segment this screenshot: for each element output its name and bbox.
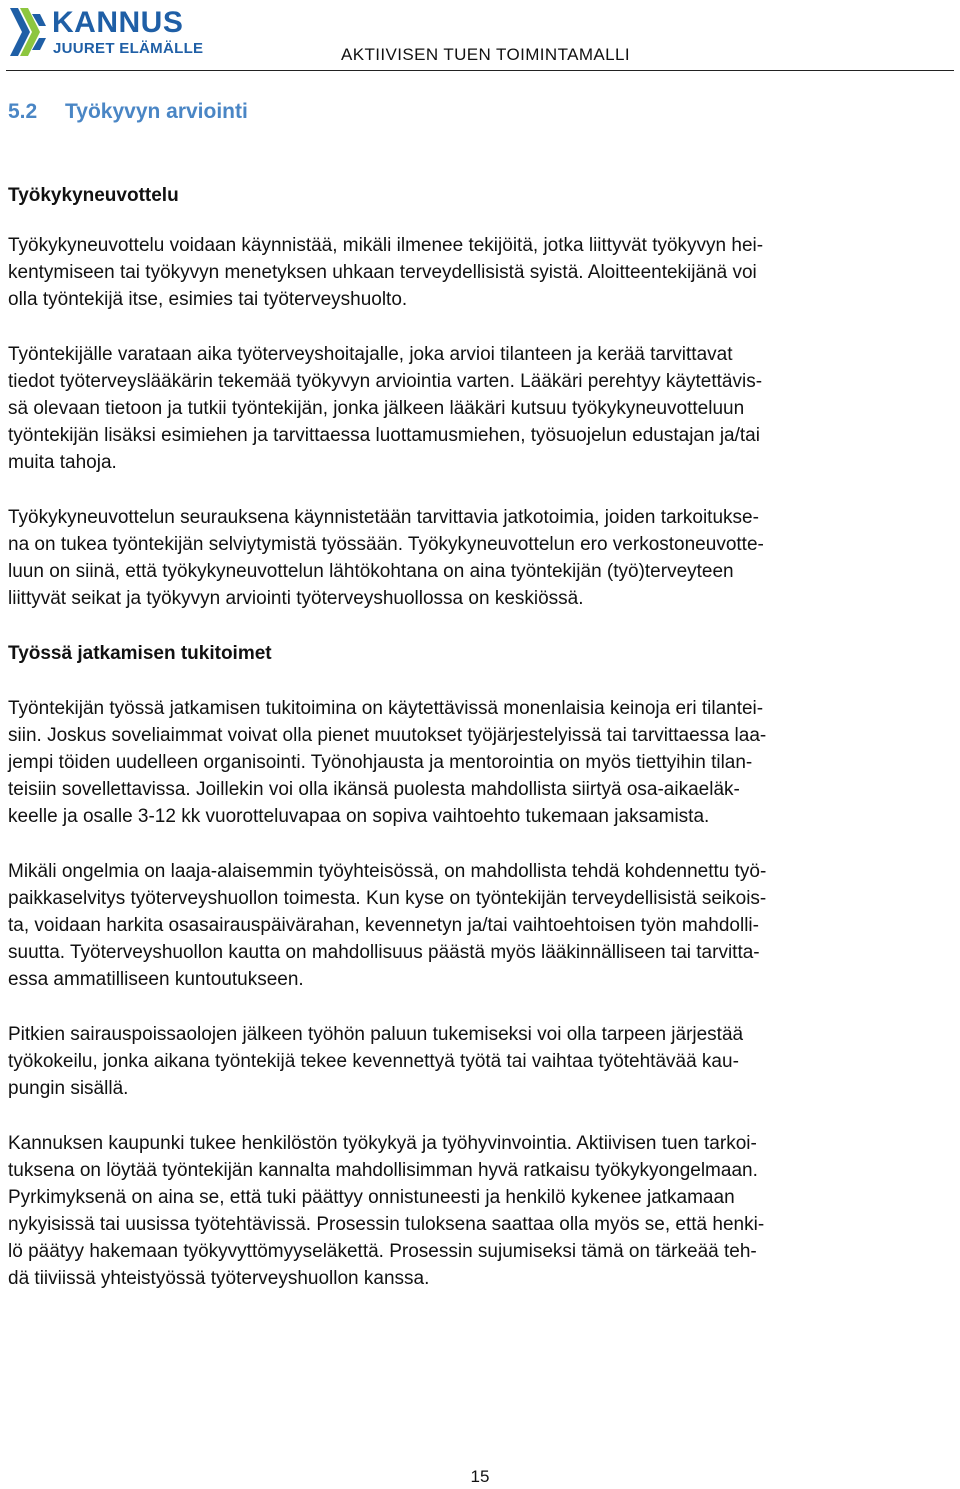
text-line: dä tiiviissä yhteistyössä työterveyshuollon kanssa. [8,1268,430,1289]
paragraph [8,695,952,830]
text-line: tuksena on löytää työntekijän kannalta mahdollisimman hyvä ratkaisu työkykyongelmaan. [8,1160,758,1181]
text-line: Pitkien sairauspoissaolojen jälkeen työhön paluun tukemiseksi voi olla tarpeen järjestää [8,1024,744,1045]
text-line: keelle ja osalle 3-12 kk vuorotteluvapaa on sopiva vaihtoehto tukemaan jaksamista. [8,806,710,827]
text-line: siin. Joskus soveliaimmat voivat olla pienet muutokset työjärjestelyissä tai tarvittaessa laa- [8,725,767,746]
text-line: jempi töiden uudelleen organisointi. Työnohjausta ja mentorointia on myös tiettyihin tilan- [8,752,753,773]
section-title: Työkyvyn arviointi [65,100,248,123]
text-line: työntekijän lisäksi esimiehen ja tarvittaessa luottamusmiehen, työsuojelun edustajan ja/tai [8,425,760,446]
text-line: pungin sisällä. [8,1078,129,1099]
text-line: kentymiseen tai työkyvyn menetyksen uhkaan terveydellisistä syistä. Aloitteentekijänä voi [8,262,757,283]
text-line: Kannuksen kaupunki tukee henkilöstön työkykyä ja työhyvinvointia. Aktiivisen tuen tarkoi- [8,1133,757,1154]
text-line: paikkaselvitys työterveyshuollon toimesta. Kun kyse on työntekijän terveydellisistä seikois- [8,888,767,909]
document-title: AKTIIVISEN TUEN TOIMINTAMALLI [340,45,630,64]
paragraph [8,232,952,313]
text-line: tiedot työterveyslääkärin tekemää työkyvyn arviointia varten. Lääkäri perehtyy käytettävis- [8,371,763,392]
paragraph [8,504,952,612]
text-line: suutta. Työterveyshuollon kautta on mahdollisuus päästä myös lääkinnälliseen tai tarvitta- [8,942,760,963]
text-line: ta, voidaan harkita osasairauspäivärahan, kevennetyn ja/tai vaihtoehtoisen työn mahdolli- [8,915,759,936]
logo-tagline: JUURET ELÄMÄLLE [53,40,204,57]
text-line: Työkykyneuvottelun seurauksena käynnistetään tarvittavia jatkotoimia, joiden tarkoitukse- [8,507,759,528]
paragraph [8,341,952,476]
text-line: Pyrkimyksenä on aina se, että tuki päättyy onnistuneesti ja henkilö kykenee jatkamaan [8,1187,735,1208]
subsection-heading: Työkykyneuvottelu [8,185,179,206]
text-line: olla työntekijä itse, esimies tai työterveyshuolto. [8,289,408,310]
text-line: Työkykyneuvottelu voidaan käynnistää, mikäli ilmenee tekijöitä, jotka liittyvät työkyvyn hei- [8,235,764,256]
text-line: Työntekijälle varataan aika työterveyshoitajalle, joka arvioi tilanteen ja kerää tarvittavat [8,344,733,365]
text-line: työkokeilu, jonka aikana työntekijä tekee kevennettyä työtä tai vaihtaa työtehtävää kau- [8,1051,739,1072]
logo-name: KANNUS [52,6,184,39]
subsection-heading: Työssä jatkamisen tukitoimet [8,643,272,664]
page-number: 15 [470,1467,490,1486]
text-line: teisiin sovellettavissa. Joillekin voi olla ikänsä puolesta mahdollista siirtyä osa-aikaeläk- [8,779,740,800]
text-line: liittyvät seikat ja työkyvyn arviointi työterveyshuollossa on keskiössä. [8,588,584,609]
text-line: muita tahoja. [8,452,117,473]
kannus-logo-icon [6,4,50,60]
text-line: luun on siinä, että työkykyneuvottelun lähtökohtana on aina työntekijän (työ)terveyteen [8,561,734,582]
section-heading [8,94,952,130]
paragraph [8,1130,952,1292]
text-line: essa ammatilliseen kuntoutukseen. [8,969,304,990]
text-line: Työntekijän työssä jatkamisen tukitoimina on käytettävissä monenlaisia keinoja eri tilantei- [8,698,764,719]
text-line: lö päätyy hakemaan työkyvyttömyyseläkettä. Prosessin sujumiseksi tämä on tärkeää teh- [8,1241,757,1262]
header-divider [6,70,954,71]
section-number: 5.2 [8,100,38,123]
text-line: Mikäli ongelmia on laaja-alaisemmin työyhteisössä, on mahdollista tehdä kohdennettu työ- [8,861,767,882]
page-content [8,92,952,1292]
kannus-logo [6,4,206,62]
text-line: nykyisissä tai uusissa työtehtävissä. Prosessin tuloksena saattaa olla myös se, että henki- [8,1214,765,1235]
text-line: na on tukea työntekijän selviytymistä työssään. Työkykyneuvottelun ero verkostoneuvotte- [8,534,764,555]
page-header [0,0,960,74]
text-line: sä olevaan tietoon ja tutkii työntekijän, jonka jälkeen lääkäri kutsuu työkykyneuvotteluun [8,398,745,419]
paragraph [8,1021,952,1102]
paragraph [8,858,952,993]
